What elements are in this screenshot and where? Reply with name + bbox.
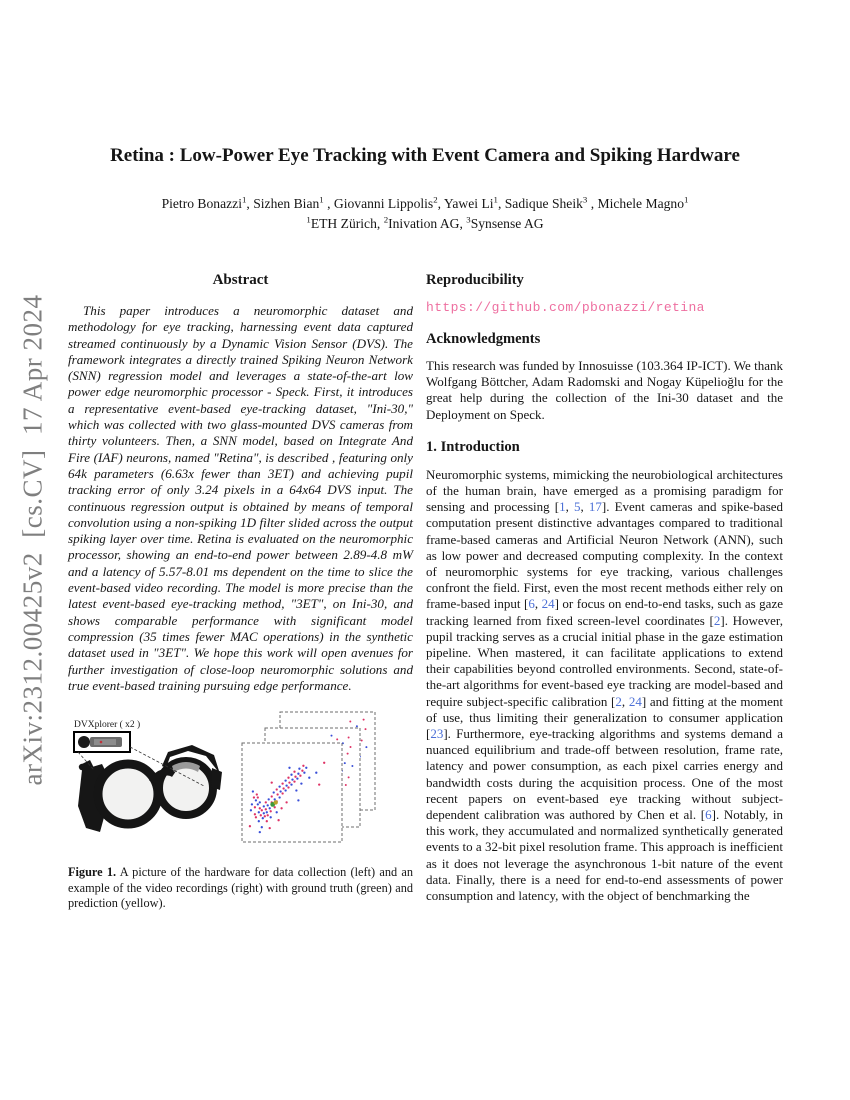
citation-link[interactable]: 23	[430, 726, 444, 742]
text-segment: , Sadique Sheik	[497, 196, 583, 211]
text-segment: ]. Notably, in this work, they accumulated and normalized synthetically generated events to a 32-bit pixel resolution frame. This approach is inefficient as it does not leverage the asynchronous 1-bit nature of the event data. Finally, there is a need for end-to-end assessments of power consumption and latency, with the object of benchmarking the	[426, 807, 783, 904]
github-link[interactable]: https://github.com/pbonazzi/retina	[426, 300, 705, 315]
event-frames	[242, 712, 375, 842]
citation-link[interactable]: 6	[705, 807, 712, 823]
superscript: 3	[582, 194, 588, 205]
citation-link[interactable]: 1	[559, 499, 566, 515]
author-line	[20, 196, 830, 212]
text-segment: , Sizhen Bian	[246, 196, 320, 211]
acknowledgments-heading: Acknowledgments	[426, 331, 541, 347]
citation-link[interactable]: 6	[528, 596, 535, 612]
text-segment: ]. Furthermore, eye-tracking algorithms and systems demand a nuanced equilibrium and trade-off between resolution, frame rate, latency and power consumption, as each pixel carries energy and bandwidth costs during the acquisition process. One of the most recent papers on event-based eye tracking without subject-dependent calibration was authored by Chen et al. [	[426, 726, 783, 823]
figure-1-caption-text: A picture of the hardware for data collection (left) and an example of the video recordings (right) with ground truth (green) and prediction (yellow).	[68, 865, 413, 910]
text-segment: ETH Zürich,	[310, 216, 384, 231]
citation-link[interactable]: 24	[628, 693, 642, 709]
device-label: DVXplorer ( x2 )	[74, 720, 141, 731]
camera-lens-icon	[78, 736, 90, 748]
text-segment: ,	[534, 596, 542, 612]
text-segment: , Yawei Li	[437, 196, 494, 211]
text-segment: ,	[621, 693, 629, 709]
figure-1-image	[68, 710, 413, 855]
text-segment: ,	[580, 499, 589, 515]
abstract-paragraph: This paper introduces a neuromorphic dataset and methodology for eye tracking, harnessing event data captured streamed continuously by a Dynamic Vision Sensor (DVS). The framework integrates a directly trained Spiking Neuron Network (SNN) regression model and leverages a state-of-the-art low power edge neuromorphic processor - Speck. First, it introduces a representative event-based eye-tracking dataset, "Ini-30," which was collected with two glass-mounted DVS cameras from thirty volunteers. Then, a SNN model, based on Integrate And Fire (IAF) neurons, named "Retina", is described , featuring only 64k parameters (6.63x fewer than 3ET) and achieving pupil tracking error of only 3.24 pixels in a 64x64 DVS input. The continuous regression output is obtained by means of temporal convolution using a non-spiking 1D filter slided across the output spiking layer over time. Retina is evaluated on the neuromorphic processor, showing an end-to-end power between 2.89-4.8 mW and a latency of 5.57-8.01 ms dependent on the time to slice the event-based video recording. The model is more precise than the latest event-based eye-tracking method, "3ET", on Ini-30, and shows comparable performance with significant model compression (35 times fewer MAC operations) in the synthetic dataset used in "3ET". We hope this work will open avenues for further investigation of close-loop neuromorphic solutions and true event-based training pursuing edge performance.	[68, 303, 413, 693]
superscript: 2	[433, 194, 438, 205]
figure-1	[68, 710, 413, 911]
superscript: 1	[319, 194, 324, 205]
superscript: 3	[466, 214, 471, 225]
right-column	[426, 270, 783, 904]
text-segment: ]. However, pupil tracking serves as a crucial initial phase in the gaze estimation pipeline. When mastered, it can facilitate applications to extend their capabilities beyond controlled environments. Second, state-of-the-art algorithms for event-based eye tracking are model-based and require subject-specific calibration [	[426, 612, 783, 709]
superscript: 1	[684, 194, 689, 205]
text-segment: , Michele Magno	[587, 196, 684, 211]
superscript: 2	[383, 214, 389, 225]
text-segment: Neuromorphic systems, mimicking the neurobiological architectures of the human brain, have emerged as a promising paradigm for sensing and processing [	[426, 466, 783, 515]
figure-1-caption-label: Figure 1.	[68, 865, 117, 880]
text-segment: ]. Event cameras and spike-based computation present distinctive advantages compared to traditional frame-based cameras and Artificial Neuron Network (ANN), such as low power and decreased computing complexity. In the context of neuromorphic systems for eye tracking, various challenges confront the field. First, even the most recent methods either rely on frame-based input [	[426, 499, 784, 612]
text-segment: ,	[565, 499, 574, 515]
left-column	[68, 270, 413, 911]
text-segment: ] or focus on end-to-end tasks, such as gaze tracking learned from fixed screen-level coordinates [	[426, 596, 783, 628]
reproducibility-heading: Reproducibility	[426, 272, 524, 288]
text-segment: ] and fitting at the moment of use, thus limiting their generalization to consumer application [	[426, 693, 783, 742]
glasses-photo	[78, 745, 222, 832]
citation-link[interactable]: 2	[615, 693, 622, 709]
acknowledgments-paragraph: This research was funded by Innosuisse (103.364 IP-ICT). We thank Wolfgang Böttcher, Adam Radomski and Nogay Küpelioğlu for the great help during the collection of the Ini-30 dataset and the Deployment on Speck.	[426, 358, 783, 422]
citation-link[interactable]: 2	[713, 612, 721, 628]
citation-link[interactable]: 5	[573, 499, 581, 515]
citation-link[interactable]: 17	[588, 499, 602, 515]
figure-1-caption	[68, 865, 413, 911]
text-segment: Inivation AG,	[388, 216, 467, 231]
superscript: 1	[306, 214, 311, 225]
arxiv-watermark: arXiv:2312.00425v2 [cs.CV] 17 Apr 2024	[17, 294, 48, 786]
superscript: 1	[493, 194, 498, 205]
text-segment: Pietro Bonazzi	[161, 196, 242, 211]
introduction-paragraph	[426, 467, 783, 904]
introduction-heading: 1. Introduction	[426, 438, 520, 455]
text-segment: Synsense AG	[470, 216, 544, 231]
paper-title: Retina : Low-Power Eye Tracking with Event Camera and Spiking Hardware	[110, 145, 740, 166]
affiliation-line	[20, 216, 830, 232]
abstract-heading: Abstract	[212, 272, 269, 288]
text-segment: , Giovanni Lippolis	[323, 196, 434, 211]
citation-link[interactable]: 24	[541, 596, 555, 612]
superscript: 1	[241, 194, 247, 205]
